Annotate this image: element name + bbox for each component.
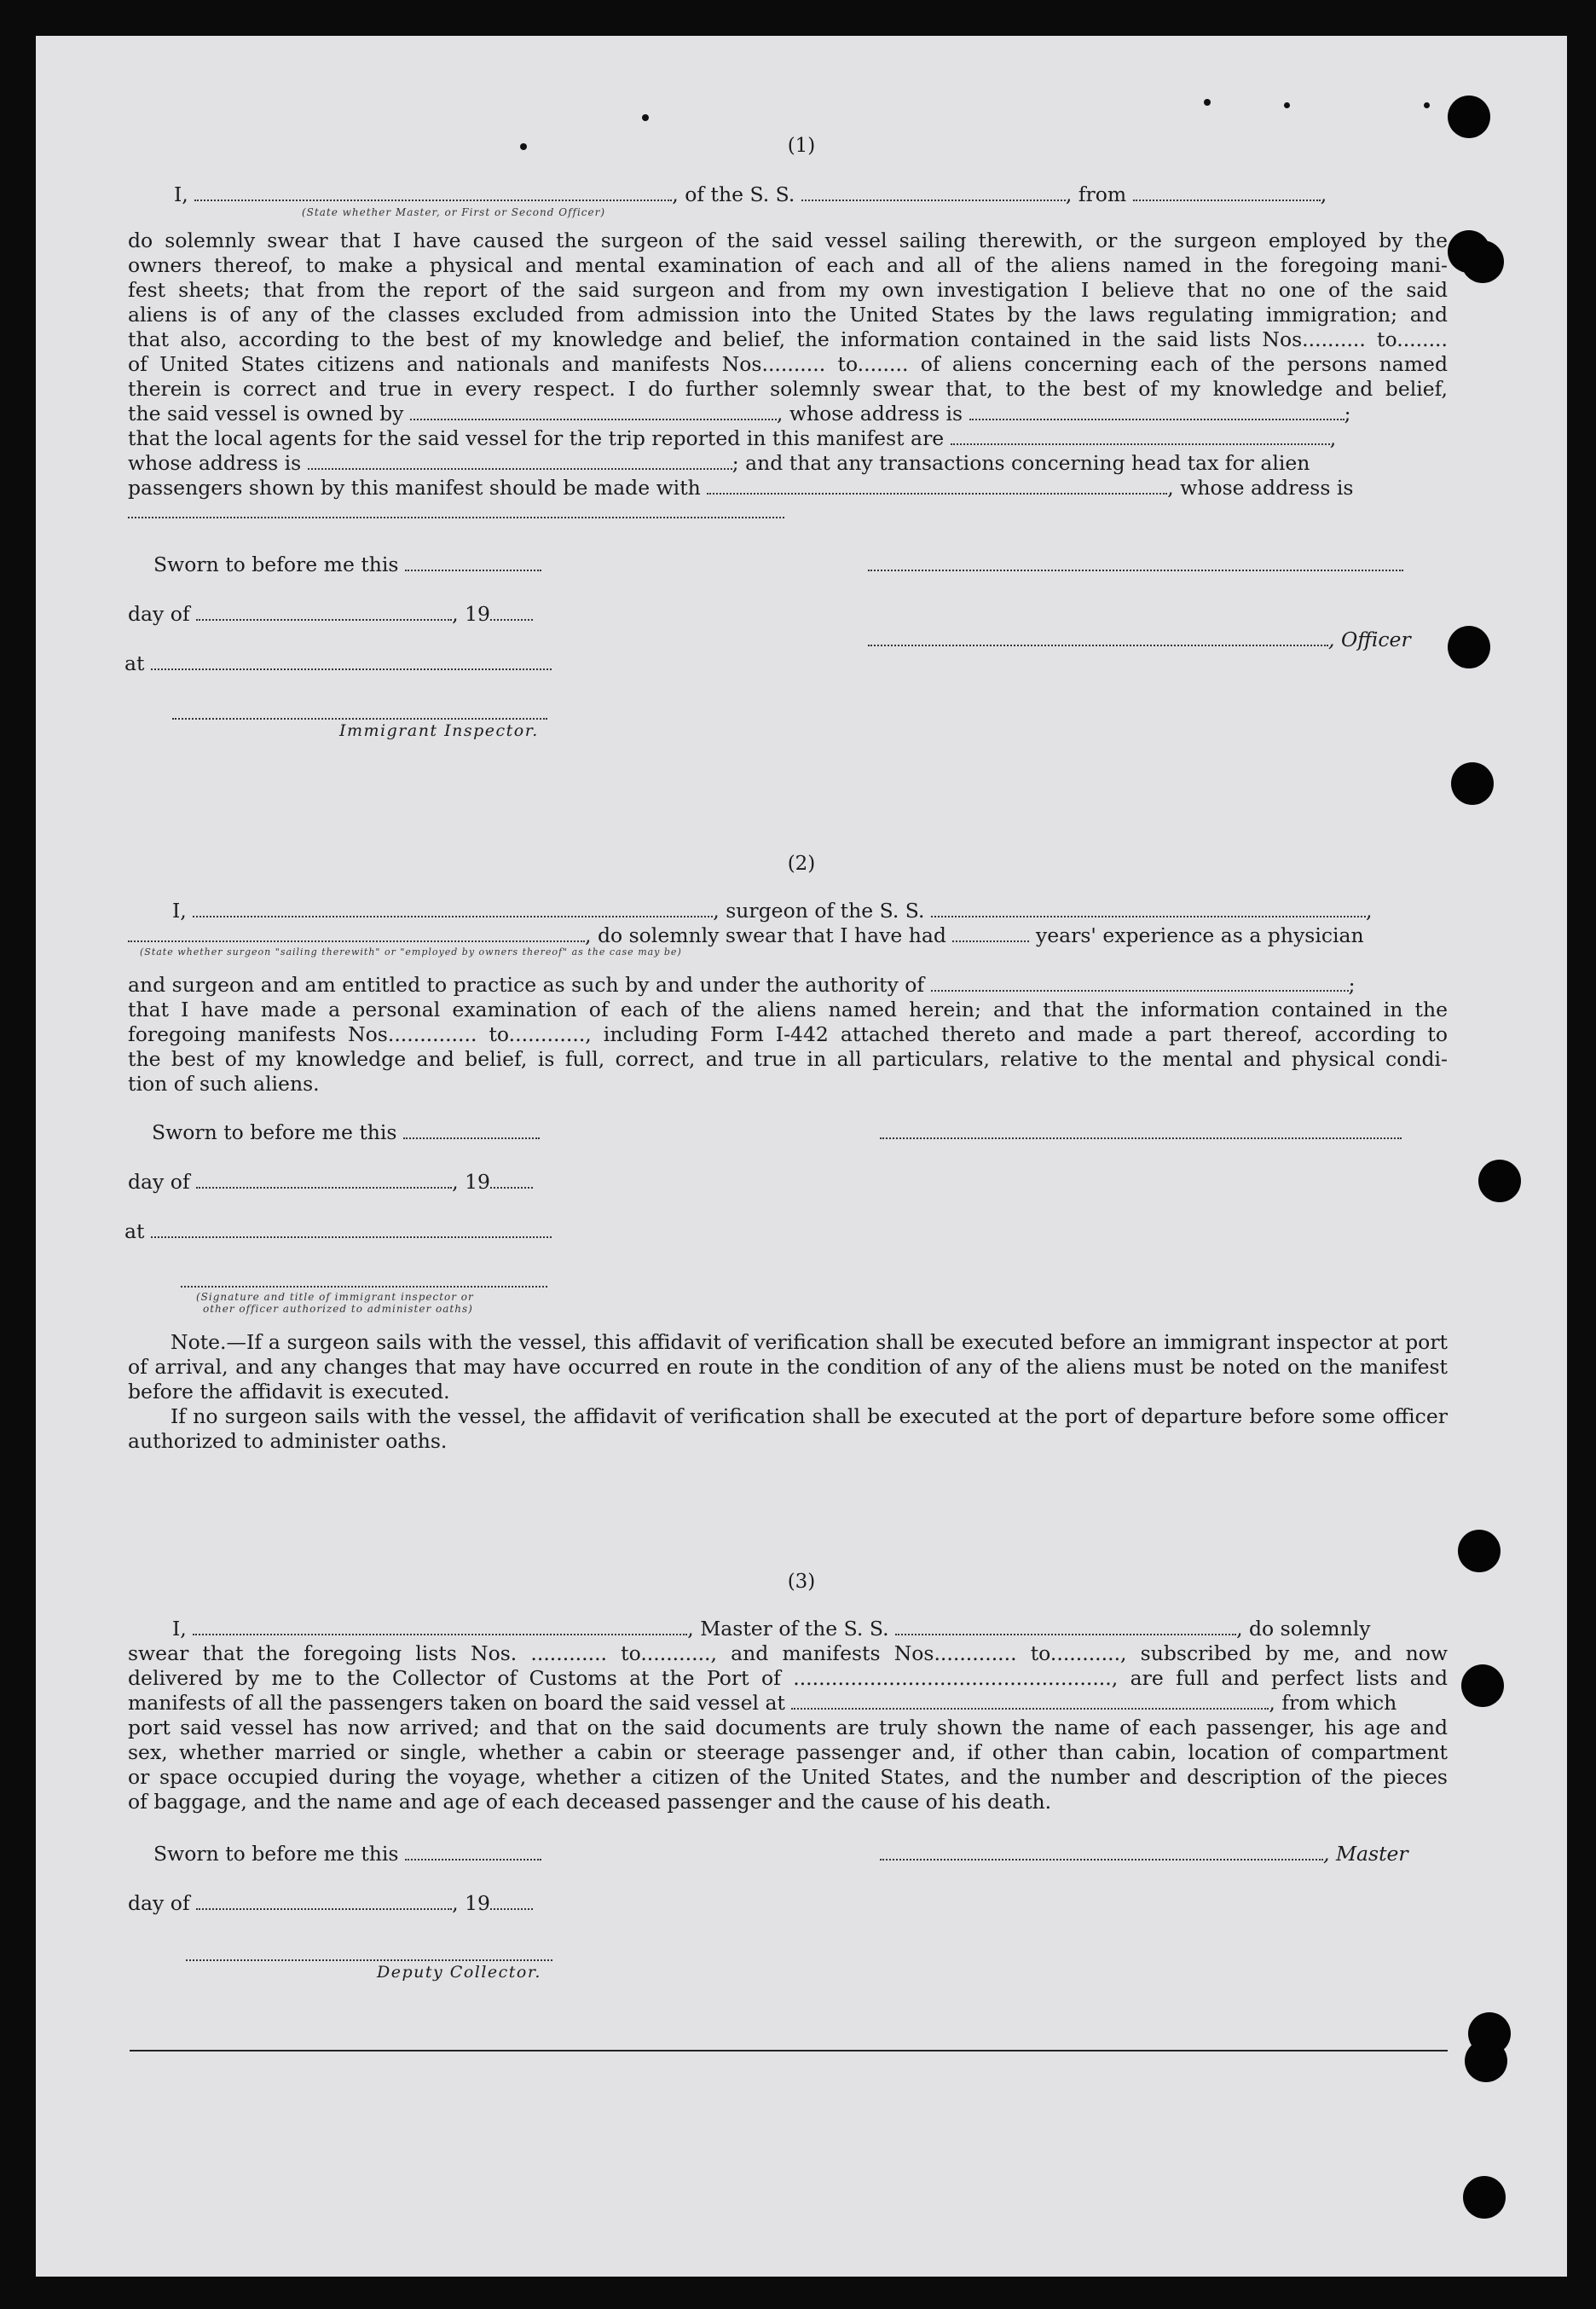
punch-hole bbox=[1461, 240, 1504, 283]
speck bbox=[1424, 102, 1430, 108]
s2-line2: , do solemnly swear that I have had years' experience as a physician bbox=[128, 923, 1448, 948]
s2-signature-line bbox=[880, 1137, 1402, 1139]
s3-day-of: day of , 19 bbox=[128, 1891, 533, 1916]
s2-note-paragraph-2: If no surgeon sails with the vessel, the affidavit of verification shall be executed at the port of departure before some officer authorized to administer oaths. bbox=[128, 1404, 1448, 1453]
punch-hole bbox=[1451, 762, 1494, 805]
s1-address-line bbox=[128, 517, 784, 518]
punch-hole bbox=[1461, 1664, 1504, 1707]
punch-hole bbox=[1463, 2176, 1506, 2219]
s1-title-note: (State whether Master, or First or Second Officer) bbox=[302, 206, 606, 218]
s1-sworn: Sworn to before me this bbox=[153, 553, 541, 577]
punch-hole bbox=[1448, 626, 1490, 668]
s3-boarded: manifests of all the passengers taken on board the said vessel at , from which bbox=[128, 1691, 1397, 1715]
s2-sworn: Sworn to before me this bbox=[152, 1120, 540, 1145]
s2-sig-note-2: other officer authorized to administer oaths) bbox=[203, 1303, 473, 1315]
s2-at: at bbox=[124, 1219, 552, 1244]
s1-whose-address: whose address is ; and that any transactions concerning head tax for alien bbox=[128, 451, 1310, 475]
s3-sworn: Sworn to before me this bbox=[153, 1842, 541, 1866]
speck bbox=[642, 114, 649, 121]
section-2-number: (2) bbox=[787, 853, 816, 875]
s1-inspector-label: Immigrant Inspector. bbox=[339, 721, 539, 740]
punch-hole bbox=[1448, 95, 1490, 138]
s3-deputy-line bbox=[186, 1959, 552, 1961]
section-3-number: (3) bbox=[787, 1571, 816, 1593]
s1-owned-by: the said vessel is owned by , whose address is ; bbox=[128, 402, 1351, 425]
s2-title-note: (State whether surgeon "sailing therewith" or "employed by owners thereof" as the case may be) bbox=[140, 946, 682, 958]
speck bbox=[1284, 102, 1290, 108]
s2-line1: I, , surgeon of the S. S. , bbox=[172, 899, 1373, 923]
s1-passengers: passengers shown by this manifest should be made with , whose address is bbox=[128, 476, 1354, 500]
s2-sig-note-1: (Signature and title of immigrant inspector or bbox=[196, 1291, 474, 1303]
punch-hole bbox=[1478, 1160, 1521, 1202]
s2-signature-line-2 bbox=[181, 1286, 547, 1288]
s3-line1: I, , Master of the S. S. , do solemnly bbox=[172, 1617, 1371, 1641]
s3-master: , Master bbox=[880, 1842, 1408, 1866]
speck bbox=[1204, 99, 1211, 106]
s1-agents: that the local agents for the said vessel for the trip reported in this manifest are , bbox=[128, 426, 1337, 450]
document-page: (1) I, , of the S. S. , from , (State whether Master, or First or Second Officer) do solemnly swear that I have caused the surgeon of the said vessel sailing therewith, or the surgeon employed by the owners thereof, to make a physical and mental examination of each and all of the aliens named in the foregoing mani- fest sheets; that from the report of the said surgeon and from my own investigation I believe that no one of the said aliens is of any of the classes excluded from admission into the United States by the laws regulating immigration; and that also, according to the best of my knowledge and belief, the information contained in the said lists Nos.......... to........ of United States citizens and nationals and manifests Nos.......... to........ of aliens concerning each of the persons named therein is correct and true in every respect. I do further solemnly swear that, to the best of my knowledge and belief, the said vessel is owned by , whose address is ; that the local agents for the said vessel for the trip reported in this manifest are , whose address is ; and that any transactions concerning head tax for alien passengers shown by this manifest should be made with , whose address is Sworn to before me this day of , 19 , Officer at Immigrant Inspector. (2) I, , surgeon of the S. S. , , do solemnly swear that I have had years' experience as a physician (State whether surgeon "sailing therewith" or "employed by owners thereof" as the case may be) and surgeon and am entitled to practice as such by and under the authority of ; that I have made a personal examination of each of the aliens named herein; and that the information contained in the foregoing manifests Nos.............. to............, including Form I-442 attached thereto and made a part thereof, according to the best of my knowledge and belief, is full, correct, and true in all particulars, relative to the mental and physical condi- tion of such aliens. Sworn to before me this day of , 19 at (Signature and title of immigrant inspector or other officer authorized to administer oaths) Note.—If a surgeon sails with the vessel, this affidavit of verification shall be executed before an immigrant inspector at port of arrival, and any changes that may have occurred en route in the condition of any of the aliens must be noted on the manifest before the affidavit is executed. If no surgeon sails with the vessel, the affidavit of verification shall be executed at the port of departure before some officer authorized to administer oaths. (3) I, , Master of the S. S. , do solemnly swear that the foregoing lists Nos. ............ to..........., and manifests Nos............. to..........., subscribed by me, and now delivered by me to the Collector of Customs at the Port of .................................................., are full and perfect lists and manifests of all the passengers taken on board the said vessel at , from which port said vessel has now arrived; and that on the said documents are truly shown the name of each passenger, his age and sex, whether married or single, whether a cabin or steerage passenger and, if other than cabin, location of compartment or space occupied during the voyage, whether a citizen of the United States, and the number and description of the pieces of baggage, and the name and age of each deceased passenger and the cause of his death. Sworn to before me this , Master day of , 19 Deputy Collector. bbox=[36, 36, 1567, 2277]
s1-day-of: day of , 19 bbox=[128, 602, 533, 627]
s2-authority: and surgeon and am entitled to practice as such by and under the authority of ; bbox=[128, 973, 1356, 997]
punch-hole bbox=[1458, 1530, 1501, 1572]
s1-inspector-line bbox=[172, 718, 547, 720]
s1-officer: , Officer bbox=[868, 628, 1411, 652]
s1-signature-line bbox=[868, 570, 1403, 571]
punch-hole bbox=[1468, 2012, 1511, 2055]
s1-line1: I, , of the S. S. , from , bbox=[174, 182, 1327, 206]
s3-deputy-label: Deputy Collector. bbox=[377, 1963, 541, 1982]
bottom-rule bbox=[130, 2050, 1448, 2051]
section-1-number: (1) bbox=[787, 135, 816, 157]
s1-at: at bbox=[124, 651, 552, 676]
s2-day-of: day of , 19 bbox=[128, 1170, 533, 1195]
s2-note-paragraph: Note.—If a surgeon sails with the vessel, this affidavit of verification shall be executed before an immigrant inspector at port of arrival, and any changes that may have occurred en route in the condition of any of the aliens must be noted on the manifest before the affidavit is executed. bbox=[128, 1330, 1448, 1403]
